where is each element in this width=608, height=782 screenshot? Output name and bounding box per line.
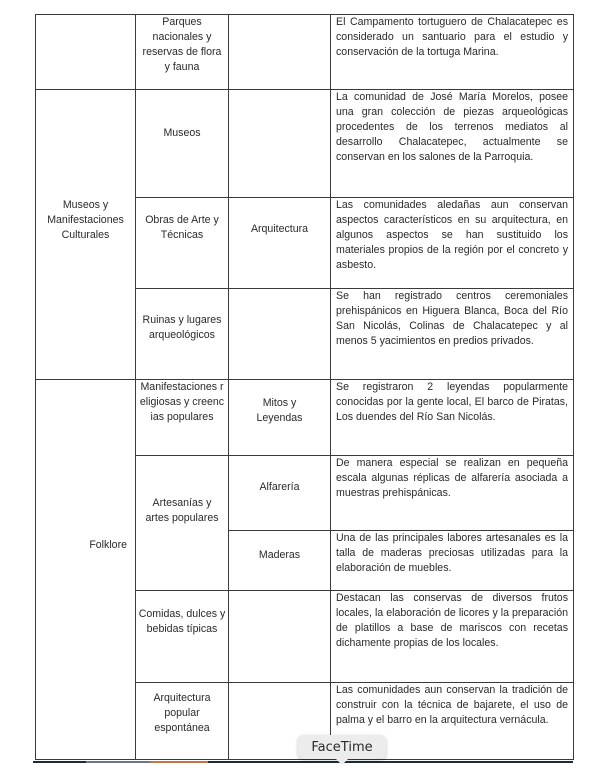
table-row: [36, 90, 574, 198]
type-text: Alfarería: [259, 481, 300, 493]
dock-tooltip: [298, 735, 386, 759]
description-cell: De manera especial se realizan en pequeña escala algunas réplicas de alfarería asociada a muestras prehispánicas.: [331, 456, 574, 531]
subcategory-text: Artesanías y artes populares: [145, 497, 219, 524]
description-cell: El Campamento tortuguero de Chalacatepec es considerado un santuario para el estudio y conservación de la tortuga Marina.: [331, 15, 574, 90]
subcategory-cell: [136, 380, 229, 456]
subcategory-text: Ruinas y lugares arqueológicos: [142, 314, 222, 341]
tooltip-label: FaceTime: [311, 739, 373, 755]
subcategory-cell: [136, 591, 229, 683]
subcategory-text: Museos: [163, 126, 201, 139]
subcategory-cell: [136, 90, 229, 198]
subcategory-text: Manifestaciones religiosas y creencias populares: [139, 381, 225, 423]
subcategory-cell: [136, 456, 229, 591]
subcategory-text: Parques nacionales y reservas de flora y fauna: [142, 16, 222, 73]
type-cell: [229, 90, 331, 198]
description-cell: Las comunidades aledañas aun conservan aspectos característicos en su arquitectura, en algunos aspectos se han sustituido los materiales propios de la región por el concreto y asbesto.: [331, 198, 574, 289]
subcategory-cell: [136, 198, 229, 289]
description-cell: Las comunidades aun conservan la tradición de construir con la técnica de bajarete, el uso de palma y el barro en la arquitectura vernácula.: [331, 683, 574, 760]
category-cell: [36, 380, 136, 760]
dock-indicator-segment: [86, 761, 150, 763]
dock-indicator-bar: [33, 761, 573, 763]
category-cell: [36, 90, 136, 380]
subcategory-cell: [136, 289, 229, 380]
category-text: Museos y Manifestaciones Culturales: [47, 199, 124, 241]
type-cell: [229, 15, 331, 90]
subcategory-text: Arquitectura popular espontánea: [153, 692, 211, 734]
description-cell: Destacan las conservas de diversos frutos locales, la elaboración de licores y la preparación de platillos a base de mariscos con recetas dichamente propias de los locales.: [331, 591, 574, 683]
subcategory-cell: [136, 15, 229, 90]
table-row: [36, 380, 574, 456]
description-cell: Una de las principales labores artesanales es la talla de maderas preciosas utilizadas para la elaboración de muebles.: [331, 531, 574, 591]
type-cell: [229, 289, 331, 380]
type-text: Mitos y Leyendas: [256, 397, 303, 424]
type-cell: [229, 380, 331, 456]
category-text: Folklore: [89, 538, 127, 551]
type-cell: [229, 198, 331, 289]
table-row: [36, 15, 574, 90]
subcategory-text: Obras de Arte y Técnicas: [145, 214, 219, 241]
subcategory-cell: [136, 683, 229, 760]
type-cell: [229, 591, 331, 683]
type-text: Maderas: [258, 549, 301, 561]
tooltip-arrow-icon: [336, 759, 348, 765]
dock-active-indicator: [150, 761, 208, 763]
subcategory-text: Comidas, dulces y bebidas típicas: [138, 608, 226, 635]
description-cell: Se han registrado centros ceremoniales prehispánicos en Higuera Blanca, Boca del Río San Nicolás, Colinas de Chalacatepec y al menos 5 yacimientos en predios privados.: [331, 289, 574, 380]
description-cell: La comunidad de José María Morelos, posee una gran colección de piezas arqueológicas procedentes de los terrenos mediatos al desarrollo Chalacatepec, actualmente se conservan en los salones de la Parroquia.: [331, 90, 574, 198]
type-cell: [229, 456, 331, 531]
description-cell: Se registraron 2 leyendas popularmente conocidas por la gente local, El barco de Piratas, Los duendes del Río San Nicolás.: [331, 380, 574, 456]
category-cell: [36, 15, 136, 90]
type-cell: [229, 531, 331, 591]
type-text: Arquitectura: [250, 223, 309, 235]
tourism-inventory-table: [35, 14, 574, 760]
